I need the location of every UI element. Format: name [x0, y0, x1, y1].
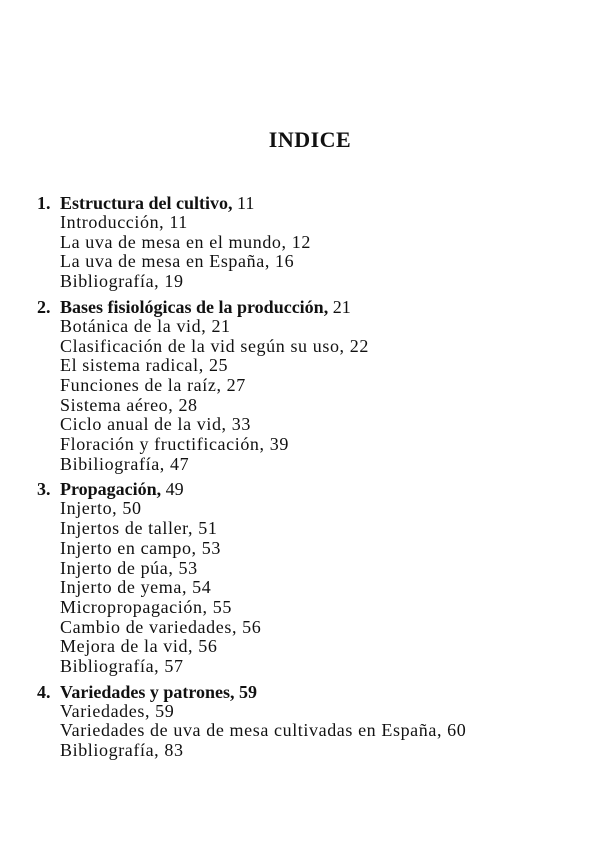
toc-entry: Variedades de uva de mesa cultivadas en España, 60: [60, 720, 467, 741]
chapter-entries: [37, 499, 577, 676]
chapter-heading: [37, 682, 577, 702]
toc-entry: Floración y fructificación, 39: [60, 434, 289, 455]
toc-entry: Ciclo anual de la vid, 33: [60, 414, 251, 435]
chapter-page-number: 49: [165, 479, 184, 500]
chapter-title: Propagación,: [60, 479, 162, 500]
toc-entry: Bibliografía, 57: [60, 656, 184, 677]
toc-entry: Cambio de variedades, 56: [60, 616, 262, 637]
chapter-page-number: 21: [332, 296, 351, 317]
chapter-heading: [37, 193, 577, 213]
toc-entry: Bibiliografía, 47: [60, 453, 190, 474]
chapter-page-number: 11: [237, 193, 255, 213]
toc-chapter: [37, 682, 577, 761]
toc-entry: Injerto de yema, 54: [60, 577, 212, 598]
toc-entry: Injerto en campo, 53: [60, 537, 221, 558]
toc-entry: Bibliografía, 19: [60, 271, 184, 292]
chapter-entries: [37, 702, 577, 761]
chapter-heading: [37, 479, 577, 499]
toc-entry: Injerto de púa, 53: [60, 557, 198, 578]
chapter-title: Bases fisiológicas de la producción,: [60, 296, 329, 317]
toc-entry: Introducción, 11: [60, 212, 188, 232]
toc-entry: La uva de mesa en España, 16: [60, 251, 295, 272]
toc-entry: Injertos de taller, 51: [60, 518, 218, 539]
chapter-number: 4.: [37, 681, 51, 702]
chapter-number: 1.: [37, 193, 51, 213]
toc-entry: Clasificación de la vid según su uso, 22: [60, 335, 369, 356]
chapter-heading: [37, 297, 577, 317]
toc-entry: Funciones de la raíz, 27: [60, 374, 246, 395]
chapter-number: 2.: [37, 296, 51, 317]
toc-entry: Injerto, 50: [60, 498, 142, 519]
toc-entry: Sistema aéreo, 28: [60, 394, 198, 415]
chapter-title: Estructura del cultivo,: [60, 193, 233, 213]
toc-chapter: [37, 479, 577, 676]
chapter-entries: [37, 317, 577, 475]
toc-entry: Micropropagación, 55: [60, 596, 232, 617]
table-of-contents: [37, 193, 577, 766]
chapter-number: 3.: [37, 479, 51, 500]
toc-chapter: [37, 297, 577, 475]
page-title: INDICE: [268, 127, 352, 152]
toc-entry: Mejora de la vid, 56: [60, 636, 218, 657]
toc-entry: Botánica de la vid, 21: [60, 315, 231, 336]
toc-entry: El sistema radical, 25: [60, 355, 229, 376]
toc-entry: Bibliografía, 83: [60, 740, 184, 761]
toc-entry: La uva de mesa en el mundo, 12: [60, 231, 311, 252]
toc-entry: Variedades, 59: [60, 700, 175, 721]
chapter-title: Variedades y patrones, 59: [60, 681, 258, 702]
chapter-entries: [37, 213, 577, 292]
toc-chapter: [37, 193, 577, 292]
